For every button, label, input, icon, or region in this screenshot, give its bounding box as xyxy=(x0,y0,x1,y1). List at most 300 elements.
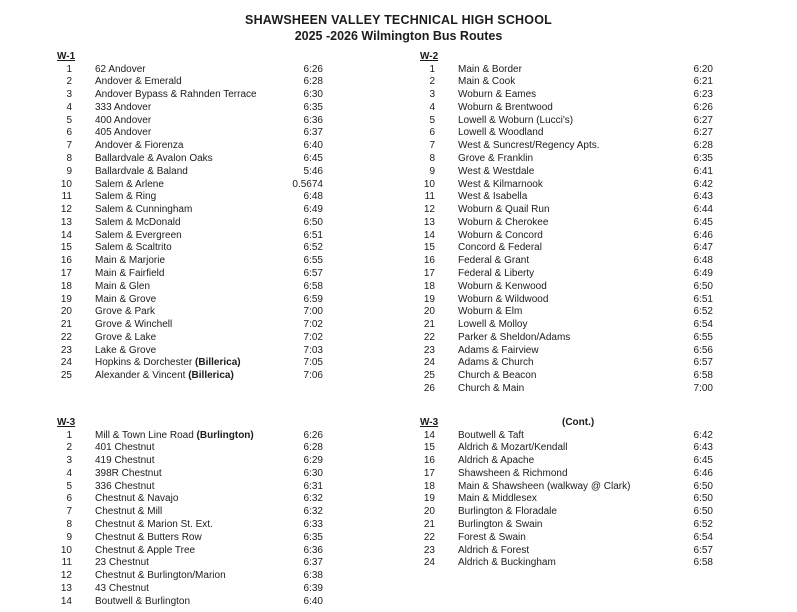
stop-name: Main & Middlesex xyxy=(458,493,537,505)
route-header xyxy=(57,51,323,64)
stop-number: 18 xyxy=(423,280,435,292)
stop-number: 13 xyxy=(60,216,72,228)
stop-time: 6:45 xyxy=(693,455,713,467)
stop-row xyxy=(57,76,323,89)
stop-row xyxy=(57,268,323,281)
stop-time: 6:51 xyxy=(303,229,323,241)
stop-row xyxy=(57,115,323,128)
stop-name: Main & Grove xyxy=(95,293,157,305)
stop-number: 26 xyxy=(423,383,435,395)
stop-row xyxy=(57,242,323,255)
stop-row xyxy=(420,306,713,319)
route-header xyxy=(420,51,713,64)
stop-number: 13 xyxy=(60,582,72,594)
stop-row xyxy=(420,230,713,243)
stop-number: 6 xyxy=(429,127,435,139)
stop-name: Main & Fairfield xyxy=(95,268,165,279)
stop-row xyxy=(57,140,323,153)
stop-time: 6:42 xyxy=(693,429,713,441)
stop-time: 6:45 xyxy=(693,216,713,228)
stop-name: 23 Chestnut xyxy=(95,557,149,569)
stop-name: Woburn & Brentwood xyxy=(458,101,553,113)
page-subtitle: 2025 -2026 Wilmington Bus Routes xyxy=(294,29,503,43)
stop-time: 6:43 xyxy=(693,442,713,454)
stop-number: 11 xyxy=(424,191,435,203)
stop-row xyxy=(57,217,323,230)
stop-name: Ballardvale & Avalon Oaks xyxy=(95,152,213,164)
stop-name: 62 Andover xyxy=(95,63,146,75)
stop-number: 13 xyxy=(423,216,435,228)
stop-number: 24 xyxy=(423,557,435,569)
stop-town-bold: (Burlington) xyxy=(196,429,254,441)
stop-number: 19 xyxy=(60,293,72,305)
stop-list xyxy=(420,64,713,396)
stop-number: 8 xyxy=(66,518,72,530)
stop-name: Boutwell & Burlington xyxy=(95,595,191,607)
stop-number: 15 xyxy=(60,242,72,254)
stop-time: 6:47 xyxy=(693,242,713,254)
stop-number: 16 xyxy=(423,255,435,267)
stop-time: 6:46 xyxy=(693,467,713,479)
stop-name: Adams & Fairview xyxy=(458,344,539,356)
stop-time: 6:30 xyxy=(303,89,323,101)
stop-number: 21 xyxy=(423,518,435,530)
stop-number: 10 xyxy=(60,178,72,190)
stop-time: 6:52 xyxy=(303,242,323,254)
stop-name: 398R Chestnut xyxy=(95,467,162,479)
stop-row xyxy=(420,268,713,281)
stop-number: 14 xyxy=(60,595,72,607)
stop-time: 6:42 xyxy=(693,178,713,190)
stop-row xyxy=(420,357,713,370)
stop-name: Burlington & Swain xyxy=(458,518,543,530)
stop-time: 6:54 xyxy=(693,319,713,331)
stop-name: Chestnut & Butters Row xyxy=(95,531,202,543)
stop-time: 6:21 xyxy=(693,76,713,88)
stop-row xyxy=(420,89,713,102)
stop-row xyxy=(420,204,713,217)
stop-time: 6:23 xyxy=(693,89,713,101)
stop-row xyxy=(57,493,323,506)
stop-row xyxy=(57,430,323,443)
route-label: W-3 xyxy=(57,417,76,428)
stop-name: Chestnut & Apple Tree xyxy=(95,544,196,556)
stop-time: 6:58 xyxy=(693,370,713,382)
route-section-w1 xyxy=(57,51,323,383)
stop-row xyxy=(57,481,323,494)
stop-row xyxy=(57,468,323,481)
stop-time: 7:05 xyxy=(303,357,323,369)
stop-number: 1 xyxy=(66,63,72,75)
stop-number: 1 xyxy=(66,429,72,441)
stop-number: 20 xyxy=(423,506,435,518)
stop-name: Lake & Grove xyxy=(95,344,157,356)
stop-name: Forest & Swain xyxy=(458,531,526,543)
stop-row xyxy=(57,166,323,179)
stop-number: 20 xyxy=(423,306,435,318)
stop-row xyxy=(57,230,323,243)
stop-time: 6:48 xyxy=(303,191,323,203)
stop-row xyxy=(57,557,323,570)
stop-time: 5:46 xyxy=(303,165,323,177)
stop-time: 6:35 xyxy=(303,101,323,113)
stop-time: 7:00 xyxy=(693,383,713,395)
stop-number: 3 xyxy=(66,89,72,101)
stop-time: 6:37 xyxy=(303,557,323,569)
stop-row xyxy=(420,191,713,204)
stop-name: Aldrich & Buckingham xyxy=(458,557,556,569)
stop-name: 43 Chestnut xyxy=(95,582,149,594)
stop-row xyxy=(57,64,323,77)
stop-number: 2 xyxy=(66,76,72,88)
stop-time: 7:06 xyxy=(303,370,323,382)
stop-row xyxy=(420,179,713,192)
stop-name: Alexander & Vincent (Billerica) xyxy=(95,370,234,382)
stop-name: West & Isabella xyxy=(458,191,528,203)
stop-time: 6:55 xyxy=(693,331,713,343)
stop-time: 6:35 xyxy=(693,152,713,164)
stop-time: 6:32 xyxy=(303,493,323,505)
stop-row xyxy=(420,468,713,481)
stop-time: 6:50 xyxy=(693,280,713,292)
stop-time: 6:27 xyxy=(693,114,713,126)
stop-time: 6:49 xyxy=(303,204,323,216)
stop-row xyxy=(420,294,713,307)
route-header xyxy=(420,417,713,430)
stop-time: 6:29 xyxy=(303,455,323,467)
stop-row xyxy=(57,332,323,345)
stop-time: 6:35 xyxy=(303,531,323,543)
stop-row xyxy=(57,570,323,583)
stop-time: 6:26 xyxy=(303,429,323,441)
stop-row xyxy=(420,127,713,140)
stop-row xyxy=(57,545,323,558)
stop-name: Andover Bypass & Rahnden Terrace xyxy=(95,89,257,101)
stop-row xyxy=(420,140,713,153)
stop-row xyxy=(420,76,713,89)
stop-number: 19 xyxy=(423,493,435,505)
stop-time: 6:50 xyxy=(693,493,713,505)
stop-row xyxy=(420,319,713,332)
stop-name: Mill & Town Line Road (Burlington) xyxy=(95,429,254,441)
stop-number: 12 xyxy=(60,570,72,582)
stop-time: 7:00 xyxy=(303,306,323,318)
stop-time: 6:32 xyxy=(303,506,323,518)
stop-time: 6:49 xyxy=(693,268,713,279)
stop-number: 23 xyxy=(423,344,435,356)
stop-name: Salem & Evergreen xyxy=(95,229,182,241)
stop-row xyxy=(420,455,713,468)
stop-name: Main & Glen xyxy=(95,280,151,292)
stop-row xyxy=(420,532,713,545)
stop-time: 6:52 xyxy=(693,306,713,318)
stop-time: 6:26 xyxy=(303,63,323,75)
stop-name: Grove & Park xyxy=(95,306,156,318)
stop-name: Main & Cook xyxy=(458,76,516,88)
stop-name: Boutwell & Taft xyxy=(458,429,524,441)
stop-number: 24 xyxy=(423,357,435,369)
stop-time: 6:58 xyxy=(303,280,323,292)
stop-row xyxy=(420,64,713,77)
stop-number: 10 xyxy=(60,544,72,556)
stop-row xyxy=(420,506,713,519)
stop-name: Lowell & Molloy xyxy=(458,319,528,331)
stop-row xyxy=(420,115,713,128)
stop-time: 6:59 xyxy=(303,293,323,305)
stop-number: 25 xyxy=(423,370,435,382)
stop-row xyxy=(57,127,323,140)
stop-number: 8 xyxy=(66,152,72,164)
stop-time: 6:51 xyxy=(693,293,713,305)
stop-name: Grove & Franklin xyxy=(458,152,534,164)
stop-row xyxy=(420,217,713,230)
stop-time: 6:55 xyxy=(303,255,323,267)
stop-time: 6:50 xyxy=(693,506,713,518)
stop-name: Chestnut & Mill xyxy=(95,506,163,518)
stop-row xyxy=(420,242,713,255)
stop-name: Chestnut & Navajo xyxy=(95,493,179,505)
stop-number: 7 xyxy=(66,506,72,518)
stop-name: Shawsheen & Richmond xyxy=(458,467,568,479)
route-section-w3-cont xyxy=(420,417,713,570)
stop-name: Woburn & Wildwood xyxy=(458,293,549,305)
stop-number: 7 xyxy=(429,140,435,152)
stop-number: 17 xyxy=(423,268,435,279)
stop-time: 6:46 xyxy=(693,229,713,241)
stop-row xyxy=(420,332,713,345)
stop-name: 336 Chestnut xyxy=(95,480,155,492)
stop-number: 14 xyxy=(423,229,435,241)
stop-row xyxy=(420,557,713,570)
stop-row xyxy=(420,493,713,506)
stop-number: 15 xyxy=(423,242,435,254)
stop-row xyxy=(57,179,323,192)
stop-number: 20 xyxy=(60,306,72,318)
stop-time: 6:54 xyxy=(693,531,713,543)
route-label: W-1 xyxy=(57,51,76,62)
stop-time: 6:52 xyxy=(693,518,713,530)
stop-number: 9 xyxy=(66,531,72,543)
stop-row xyxy=(57,204,323,217)
stop-name: Woburn & Eames xyxy=(458,89,537,101)
stop-number: 22 xyxy=(423,531,435,543)
stop-number: 15 xyxy=(423,442,435,454)
stop-time: 6:44 xyxy=(693,204,713,216)
stop-name: Salem & Scaltrito xyxy=(95,242,172,254)
page-title: SHAWSHEEN VALLEY TECHNICAL HIGH SCHOOL xyxy=(245,13,552,27)
stop-name: 405 Andover xyxy=(95,127,152,139)
stop-number: 7 xyxy=(66,140,72,152)
stop-number: 12 xyxy=(423,204,435,216)
stop-number: 9 xyxy=(66,165,72,177)
stop-time: 6:28 xyxy=(303,442,323,454)
stop-row xyxy=(420,255,713,268)
stop-number: 1 xyxy=(429,63,435,75)
stop-row xyxy=(420,481,713,494)
stop-number: 8 xyxy=(429,152,435,164)
stop-number: 10 xyxy=(423,178,435,190)
stop-row xyxy=(57,357,323,370)
route-cont-label: (Cont.) xyxy=(562,417,595,428)
stop-time: 6:43 xyxy=(693,191,713,203)
stop-name: West & Westdale xyxy=(458,165,535,177)
stop-time: 6:41 xyxy=(693,165,713,177)
stop-name: Aldrich & Apache xyxy=(458,455,535,467)
stop-time: 6:50 xyxy=(693,480,713,492)
route-label: W-2 xyxy=(420,51,439,62)
stop-name: Woburn & Concord xyxy=(458,229,543,241)
stop-number: 6 xyxy=(66,493,72,505)
stop-name: Lowell & Woburn (Lucci's) xyxy=(458,114,574,126)
stop-name: Church & Beacon xyxy=(458,370,537,382)
stop-row xyxy=(57,506,323,519)
stop-row xyxy=(420,383,713,396)
stop-name: Lowell & Woodland xyxy=(458,127,544,139)
stop-name: Andover & Emerald xyxy=(95,76,182,88)
stop-row xyxy=(57,596,323,609)
stop-name: Main & Marjorie xyxy=(95,255,166,267)
stop-time: 6:40 xyxy=(303,595,323,607)
stop-name: West & Suncrest/Regency Apts. xyxy=(458,140,600,152)
stop-row xyxy=(57,319,323,332)
stop-name: Church & Main xyxy=(458,383,525,395)
stop-time: 0.5674 xyxy=(292,178,323,190)
stop-row xyxy=(57,455,323,468)
stop-number: 5 xyxy=(429,114,435,126)
stop-time: 6:57 xyxy=(693,544,713,556)
stop-row xyxy=(57,370,323,383)
stop-time: 6:40 xyxy=(303,140,323,152)
stop-name: Aldrich & Mozart/Kendall xyxy=(458,442,568,454)
stop-row xyxy=(57,306,323,319)
stop-row xyxy=(420,430,713,443)
stop-number: 11 xyxy=(61,191,72,203)
stop-name: Federal & Liberty xyxy=(458,268,535,279)
stop-row xyxy=(420,442,713,455)
stop-row xyxy=(420,166,713,179)
stop-time: 6:26 xyxy=(693,101,713,113)
stop-number: 5 xyxy=(66,114,72,126)
stop-name: 419 Chestnut xyxy=(95,455,155,467)
stop-row xyxy=(420,345,713,358)
stop-time: 6:58 xyxy=(693,557,713,569)
stop-name: Salem & McDonald xyxy=(95,216,181,228)
stop-number: 3 xyxy=(66,455,72,467)
stop-time: 6:48 xyxy=(693,255,713,267)
stop-number: 21 xyxy=(60,319,72,331)
stop-time: 6:28 xyxy=(303,76,323,88)
stop-row xyxy=(57,89,323,102)
stop-number: 5 xyxy=(66,480,72,492)
stop-row xyxy=(57,345,323,358)
route-header xyxy=(57,417,323,430)
stop-name: Parker & Sheldon/Adams xyxy=(458,331,571,343)
stop-time: 6:57 xyxy=(693,357,713,369)
stop-name: Woburn & Cherokee xyxy=(458,216,549,228)
stop-time: 6:36 xyxy=(303,114,323,126)
stop-time: 7:02 xyxy=(303,319,323,331)
stop-row xyxy=(57,153,323,166)
stop-name: Grove & Winchell xyxy=(95,319,173,331)
stop-row xyxy=(420,281,713,294)
stop-name: Grove & Lake xyxy=(95,331,157,343)
stop-time: 6:33 xyxy=(303,518,323,530)
stop-name: 400 Andover xyxy=(95,114,152,126)
stop-name: Salem & Cunningham xyxy=(95,204,193,216)
stop-name: Burlington & Floradale xyxy=(458,506,557,518)
stop-name: Andover & Fiorenza xyxy=(95,140,184,152)
stop-time: 6:20 xyxy=(693,63,713,75)
stop-time: 6:30 xyxy=(303,467,323,479)
stop-name: Main & Border xyxy=(458,63,522,75)
stop-number: 22 xyxy=(423,331,435,343)
stop-name: Salem & Arlene xyxy=(95,178,164,190)
stop-row xyxy=(57,191,323,204)
stop-row xyxy=(57,294,323,307)
stop-number: 6 xyxy=(66,127,72,139)
stop-number: 16 xyxy=(423,455,435,467)
stop-row xyxy=(57,442,323,455)
stop-number: 18 xyxy=(60,280,72,292)
stop-number: 16 xyxy=(60,255,72,267)
stop-number: 22 xyxy=(60,331,72,343)
stop-row xyxy=(57,255,323,268)
stop-list xyxy=(57,430,323,609)
stop-row xyxy=(420,102,713,115)
stop-time: 6:39 xyxy=(303,582,323,594)
stop-row xyxy=(57,583,323,596)
stop-number: 2 xyxy=(66,442,72,454)
stop-time: 6:50 xyxy=(303,216,323,228)
route-label: W-3 xyxy=(420,417,439,428)
stop-number: 17 xyxy=(423,467,435,479)
stop-name: Concord & Federal xyxy=(458,242,542,254)
stop-town-bold: (Billerica) xyxy=(195,357,241,369)
stop-list xyxy=(420,430,713,571)
stop-name: Woburn & Quail Run xyxy=(458,204,550,216)
stop-number: 4 xyxy=(66,101,72,113)
stop-time: 6:28 xyxy=(693,140,713,152)
stop-number: 24 xyxy=(60,357,72,369)
stop-time: 6:57 xyxy=(303,268,323,279)
stop-number: 4 xyxy=(429,101,435,113)
stop-time: 6:45 xyxy=(303,152,323,164)
stop-name: Chestnut & Burlington/Marion xyxy=(95,570,226,582)
stop-name: Ballardvale & Baland xyxy=(95,165,188,177)
stop-name: Federal & Grant xyxy=(458,255,530,267)
stop-name: 333 Andover xyxy=(95,101,152,113)
stop-row xyxy=(420,370,713,383)
stop-number: 19 xyxy=(423,293,435,305)
stop-name: Salem & Ring xyxy=(95,191,157,203)
stop-name: Main & Shawsheen (walkway @ Clark) xyxy=(458,480,631,492)
stop-number: 17 xyxy=(60,268,72,279)
stop-row xyxy=(420,519,713,532)
stop-time: 6:31 xyxy=(303,480,323,492)
stop-name: Hopkins & Dorchester (Billerica) xyxy=(95,357,241,369)
stop-number: 11 xyxy=(61,557,72,569)
stop-row xyxy=(420,153,713,166)
stop-number: 14 xyxy=(60,229,72,241)
stop-number: 4 xyxy=(66,467,72,479)
route-section-w2 xyxy=(420,51,713,396)
stop-town-bold: (Billerica) xyxy=(188,370,234,382)
stop-number: 21 xyxy=(423,319,435,331)
stop-name: 401 Chestnut xyxy=(95,442,155,454)
stop-row xyxy=(57,519,323,532)
stop-time: 6:36 xyxy=(303,544,323,556)
stop-number: 25 xyxy=(60,370,72,382)
